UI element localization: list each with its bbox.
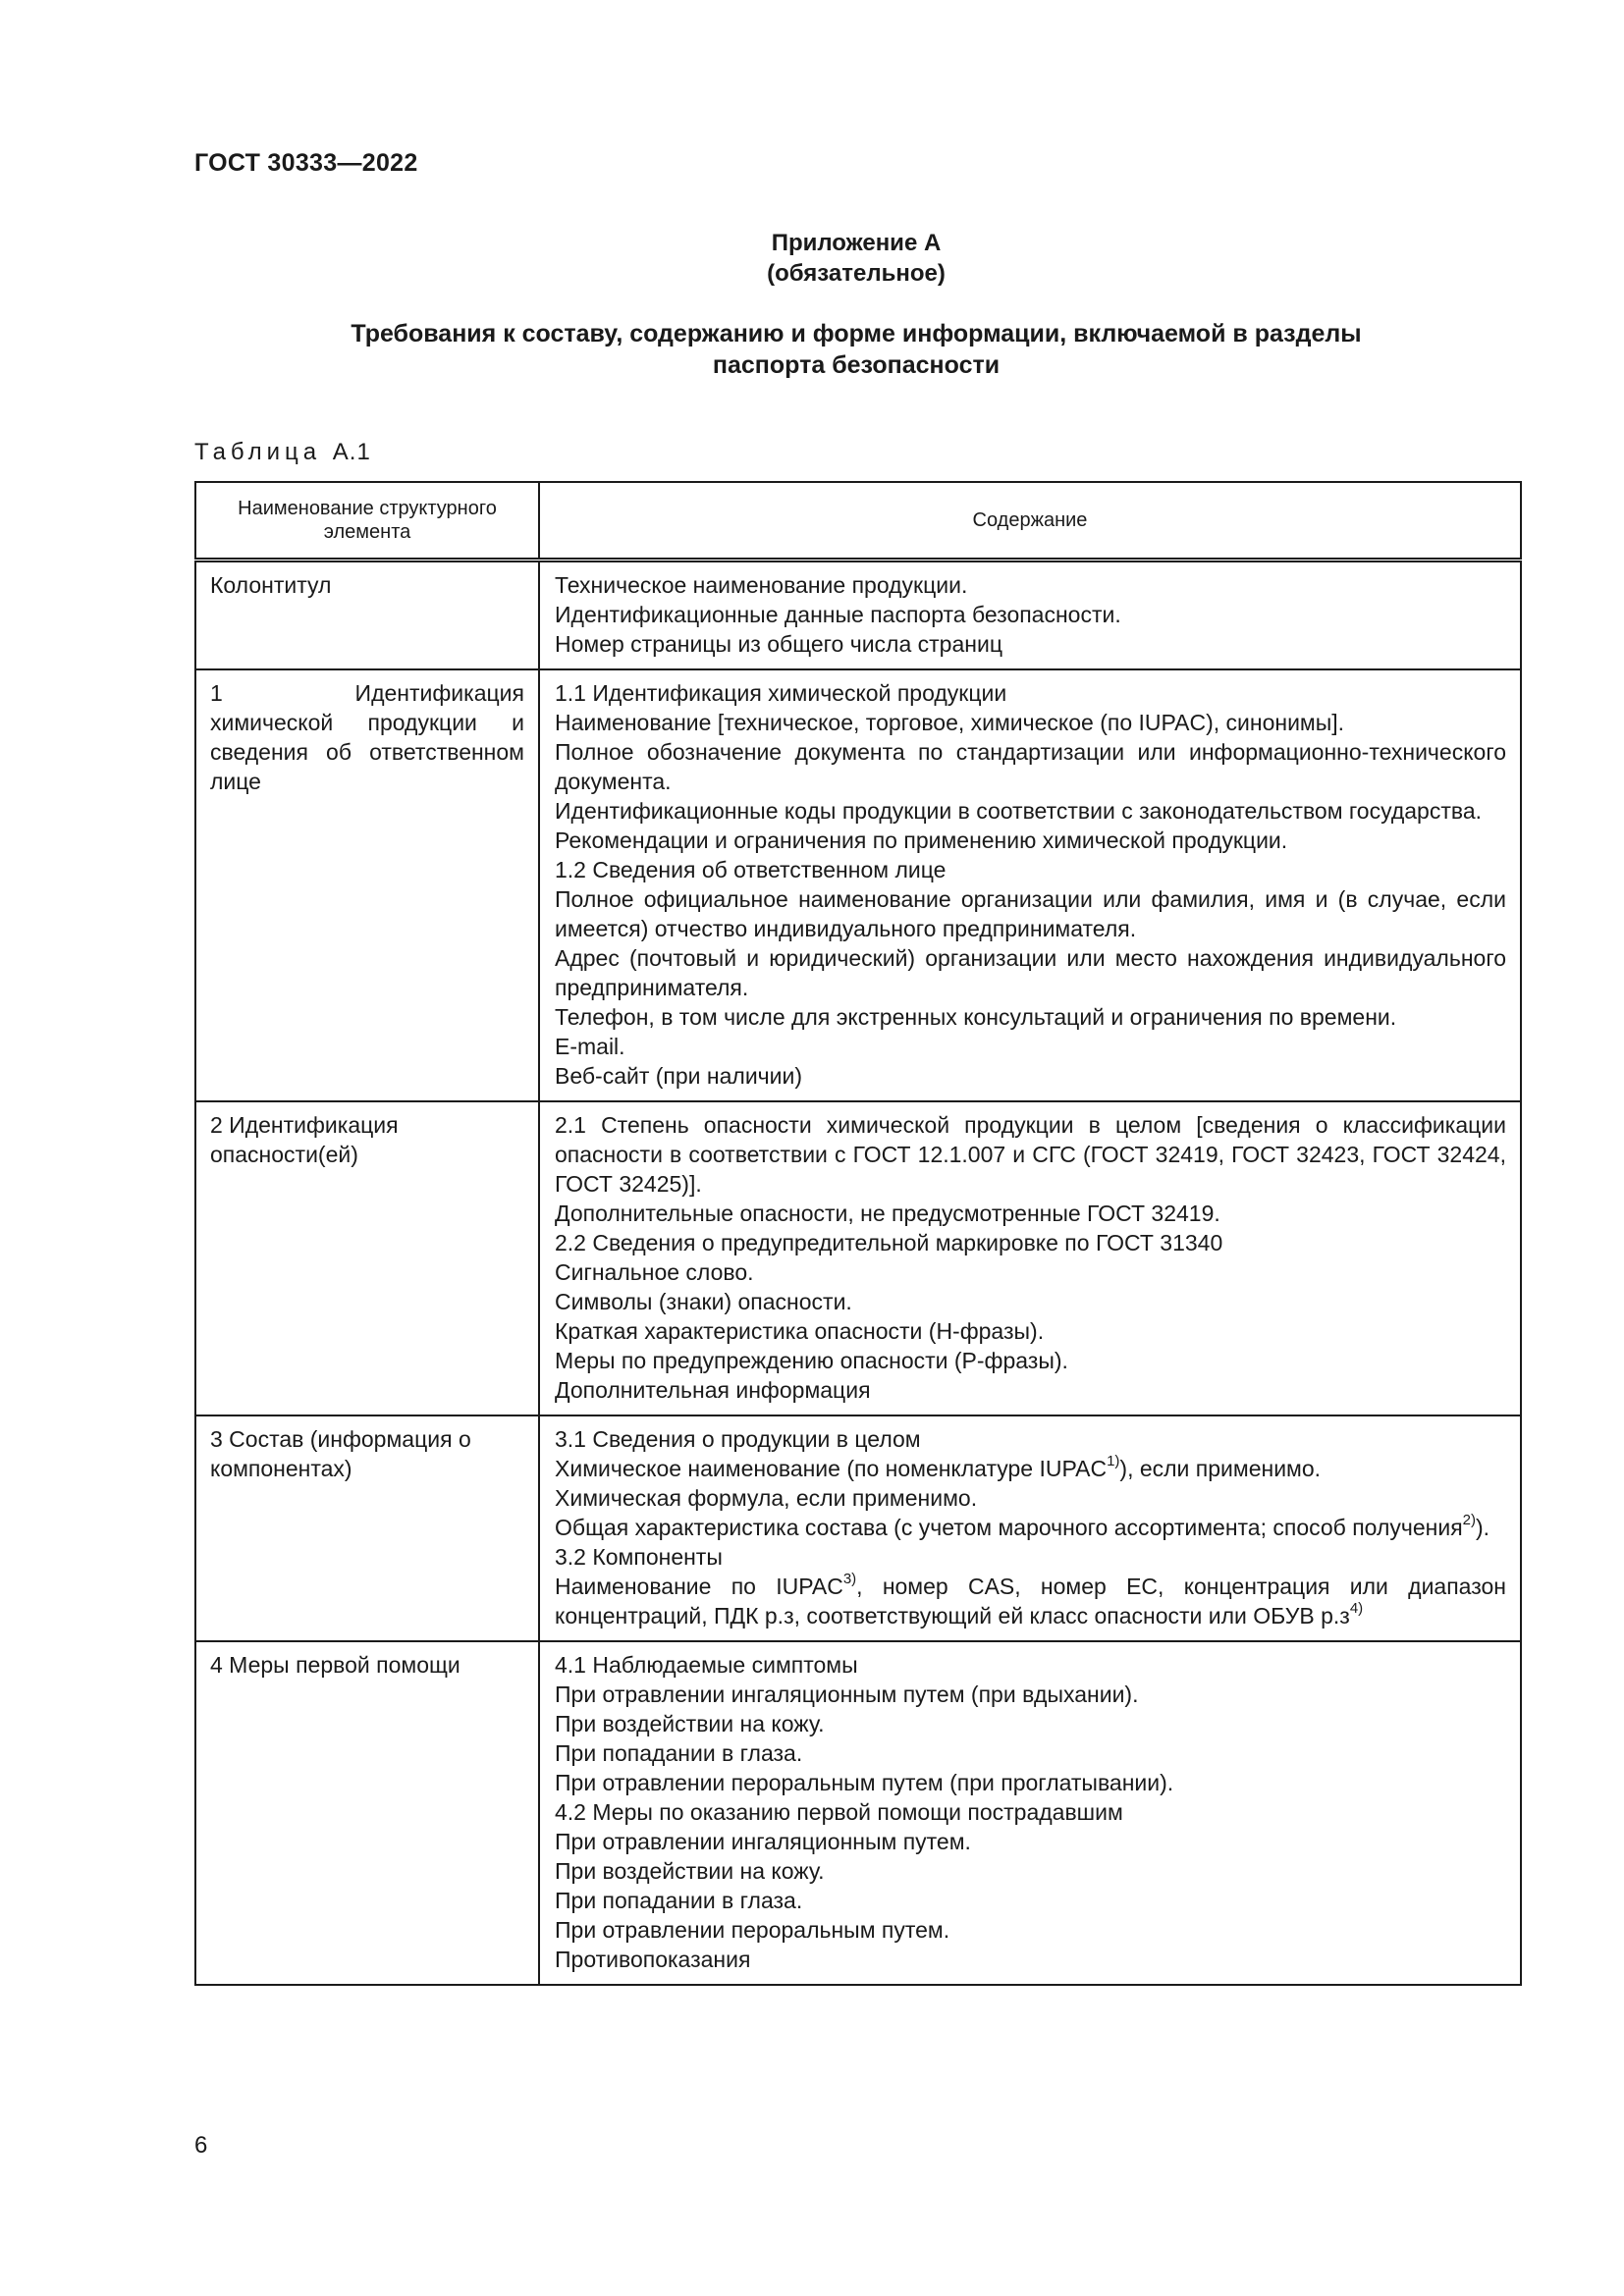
- content-line: Телефон, в том числе для экстренных консультаций и ограничения по времени.: [555, 1004, 1397, 1030]
- table-caption: [194, 439, 371, 466]
- content-line: 3.2 Компоненты: [555, 1544, 723, 1570]
- column-header-element-name: Наименование структурного элемента: [195, 482, 539, 561]
- appendix-title: Приложение А: [771, 230, 942, 256]
- content-line: Сигнальное слово.: [555, 1259, 754, 1285]
- content-line: При отравлении пероральным путем.: [555, 1917, 950, 1943]
- footnote-ref-2: 2): [1462, 1512, 1477, 1529]
- content-line: При отравлении ингаляционным путем (при вдыхании).: [555, 1682, 1139, 1707]
- content-line: Полное обозначение документа по стандартизации или информационно-технического документа.: [555, 739, 1506, 794]
- content-line: Веб-сайт (при наличии): [555, 1063, 803, 1089]
- content-line: При воздействии на кожу.: [555, 1858, 825, 1884]
- content-line: Химическое наименование (по номенклатуре IUPAC$^{1)}$), если применимо.: [555, 1453, 1322, 1481]
- content-line: 4.2 Меры по оказанию первой помощи пострадавшим: [555, 1799, 1123, 1825]
- table-header-row: [195, 482, 1521, 561]
- row-element-name: 1 Идентификация химической продукции и сведения об ответственном лице: [195, 669, 539, 1101]
- content-line: Дополнительная информация: [555, 1377, 871, 1403]
- content-line: Наименование по IUPAC$^{3)}$, номер CAS, номер ЕС, концентрация или диапазон концентраций, ПДК р.з, соответствующий ей класс опасности или ОБУВ $р.з^{4)}$: [555, 1571, 1506, 1629]
- row-content: [539, 561, 1521, 670]
- row-content: [539, 1415, 1521, 1641]
- footnote-ref-4: 4): [1349, 1600, 1364, 1618]
- table-row: [195, 1641, 1521, 1985]
- content-line: Полное официальное наименование организации или фамилия, имя и (в случае, если имеется) отчество индивидуального предпринимателя.: [555, 886, 1506, 941]
- column-header-content: Содержание: [539, 482, 1521, 561]
- row-element-name: 4 Меры первой помощи: [195, 1641, 539, 1985]
- content-line: При отравлении пероральным путем (при проглатывании).: [555, 1770, 1174, 1795]
- appendix-heading: [194, 228, 1518, 289]
- content-line: Общая характеристика состава (с учетом марочного ассортимента; способ получения$^{2)}$).: [555, 1512, 1490, 1540]
- content-line: 4.1 Наблюдаемые симптомы: [555, 1652, 858, 1678]
- row-content: [539, 1101, 1521, 1415]
- row-element-name: Колонтитул: [195, 561, 539, 670]
- appendix-status: (обязательное): [767, 260, 946, 287]
- section-title-line-2: паспорта безопасности: [712, 351, 1001, 379]
- content-line: E-mail.: [555, 1034, 625, 1059]
- page-number: 6: [194, 2132, 208, 2159]
- document-code: ГОСТ 30333—2022: [194, 149, 418, 177]
- content-line: При воздействии на кожу.: [555, 1711, 825, 1736]
- table-caption-label: Таблица: [194, 439, 322, 465]
- row-element-name: 3 Состав (информация о компонентах): [195, 1415, 539, 1641]
- content-line: Противопоказания: [555, 1947, 751, 1972]
- content-line: 2.1 Степень опасности химической продукции в целом [сведения о классификации опасности в соответствии с ГОСТ 12.1.007 и СГС (ГОСТ 32419, ГОСТ 32423, ГОСТ 32424, ГОСТ 32425)].: [555, 1112, 1506, 1197]
- content-line: Идентификационные данные паспорта безопасности.: [555, 602, 1121, 627]
- table-row: [195, 1101, 1521, 1415]
- content-line: При попадании в глаза.: [555, 1740, 803, 1766]
- content-line: При попадании в глаза.: [555, 1888, 803, 1913]
- requirements-table: [194, 481, 1522, 1986]
- content-line: 1.2 Сведения об ответственном лице: [555, 857, 947, 882]
- footnote-ref-1: 1): [1107, 1453, 1120, 1470]
- content-line: Адрес (почтовый и юридический) организации или место нахождения индивидуального предпринимателя.: [555, 945, 1506, 1000]
- content-line: 1.1 Идентификация химической продукции: [555, 680, 1007, 706]
- row-element-name: 2 Идентификация опасности(ей): [195, 1101, 539, 1415]
- content-line: Краткая характеристика опасности (Н-фразы).: [555, 1318, 1045, 1344]
- content-line: Номер страницы из общего числа страниц: [555, 631, 1002, 657]
- content-line: Рекомендации и ограничения по применению химической продукции.: [555, 828, 1288, 853]
- content-line: Идентификационные коды продукции в соответствии с законодательством государства.: [555, 798, 1483, 824]
- table-row: [195, 669, 1521, 1101]
- content-line: Техническое наименование продукции.: [555, 572, 968, 598]
- content-line: Химическая формула, если применимо.: [555, 1485, 978, 1511]
- row-content: [539, 1641, 1521, 1985]
- section-title-line-1: Требования к составу, содержанию и форме информации, включаемой в разделы: [351, 320, 1362, 347]
- content-line: Меры по предупреждению опасности (Р-фразы).: [555, 1348, 1068, 1373]
- table-row: [195, 561, 1521, 670]
- content-line: Символы (знаки) опасности.: [555, 1289, 852, 1314]
- content-line: Дополнительные опасности, не предусмотренные ГОСТ 32419.: [555, 1201, 1220, 1226]
- section-title: [194, 318, 1518, 381]
- row-content: [539, 669, 1521, 1101]
- footnote-ref-3: 3): [842, 1571, 857, 1588]
- content-line: Наименование [техническое, торговое, химическое (по IUPAC), синонимы].: [555, 710, 1345, 735]
- table-row: [195, 1415, 1521, 1641]
- content-line: 3.1 Сведения о продукции в целом: [555, 1426, 921, 1452]
- content-line: При отравлении ингаляционным путем.: [555, 1829, 971, 1854]
- content-line: 2.2 Сведения о предупредительной маркировке по ГОСТ 31340: [555, 1230, 1223, 1255]
- table-caption-number: А.1: [332, 439, 371, 465]
